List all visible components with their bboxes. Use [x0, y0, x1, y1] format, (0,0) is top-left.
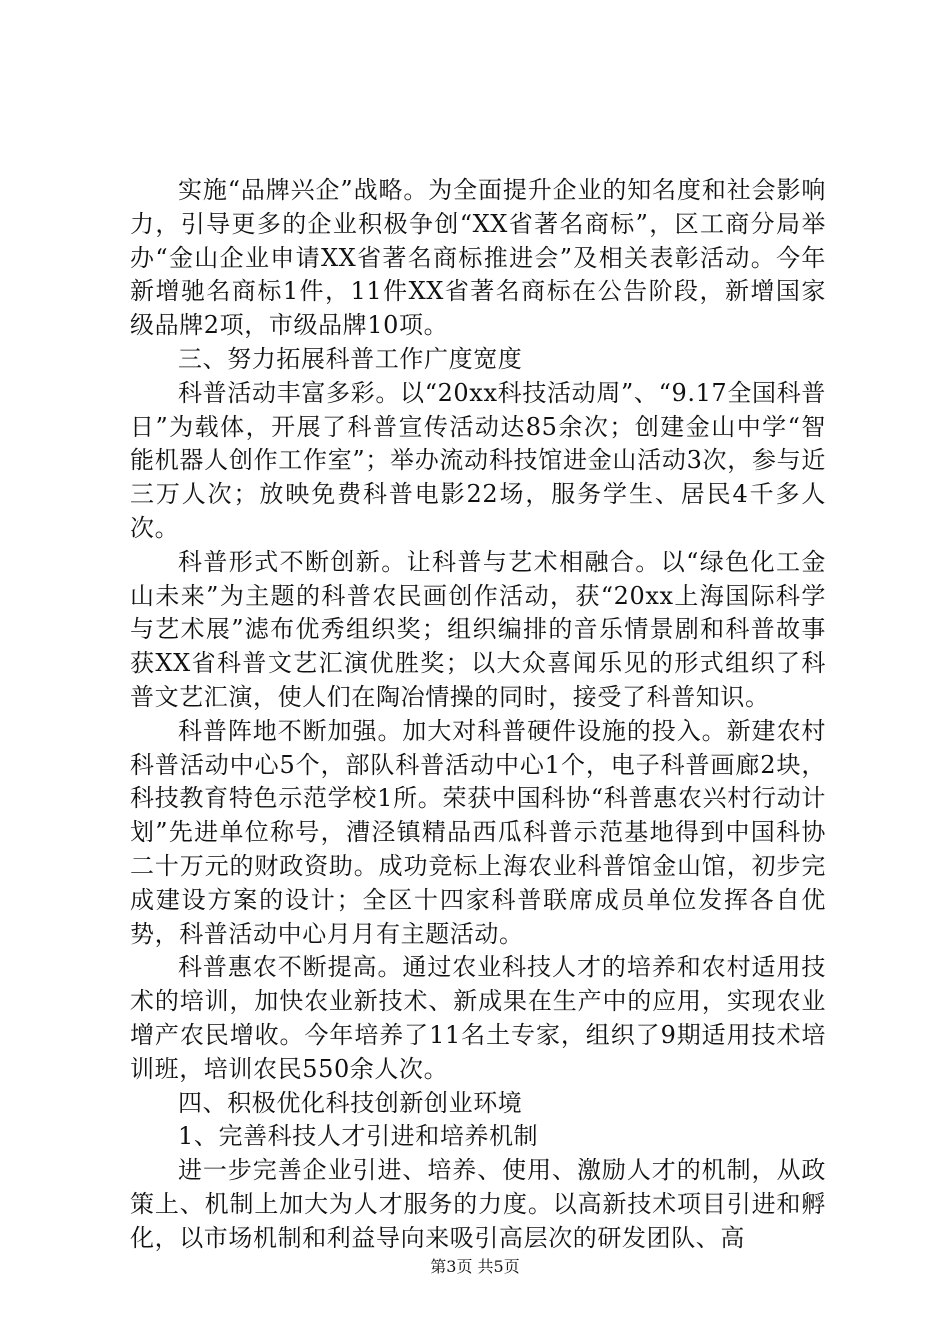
paragraph-talent-mechanism: 进一步完善企业引进、培养、使用、激励人才的机制，从政策上、机制上加大为人才服务的力度。以高新技术项目引进和孵化，以市场机制和利益导向来吸引高层次的研发团队、高 [130, 1156, 826, 1252]
paragraph-brand-strategy: 实施“品牌兴企”战略。为全面提升企业的知名度和社会影响力，引导更多的企业积极争创“XX省著名商标”，区工商分局举办“金山企业申请XX省著名商标推进会”及相关表彰活动。今年新增驰名商标1件，11件XX省著名商标在公告阶段，新增国家级品牌2项，市级品牌10项。 [130, 176, 826, 340]
subsection-heading-talent-mechanism: 1、完善科技人才引进和培养机制 [178, 1122, 539, 1151]
page-number-footer: 第3页 共5页 [430, 1257, 520, 1276]
section-heading-innovation-environment: 四、积极优化科技创新创业环境 [178, 1088, 523, 1117]
paragraph-science-activities: 科普活动丰富多彩。以“20xx科技活动周”、“9.17全国科普日”为载体，开展了科普宣传活动达85余次；创建金山中学“智能机器人创作工作室”；举办流动科技馆进金山活动3次，参与近三万人次；放映免费科普电影22场，服务学生、居民4千多人次。 [130, 378, 826, 542]
section-heading-science-popularization: 三、努力拓展科普工作广度宽度 [178, 344, 523, 373]
document-body [130, 174, 826, 1256]
paragraph-science-facilities: 科普阵地不断加强。加大对科普硬件设施的投入。新建农村科普活动中心5个，部队科普活动中心1个，电子科普画廊2块，科技教育特色示范学校1所。荣获中国科协“科普惠农兴村行动计划”先进单位称号，漕泾镇精品西瓜科普示范基地得到中国科协二十万元的财政资助。成功竞标上海农业科普馆金山馆，初步完成建设方案的设计；全区十四家科普联席成员单位发挥各自优势，科普活动中心月月有主题活动。 [130, 716, 826, 948]
paragraph-science-forms: 科普形式不断创新。让科普与艺术相融合。以“绿色化工金山未来”为主题的科普农民画创作活动，获“20xx上海国际科学与艺术展”滤布优秀组织奖；组织编排的音乐情景剧和科普故事获XX省科普文艺汇演优胜奖；以大众喜闻乐见的形式组织了科普文艺汇演，使人们在陶冶情操的同时，接受了科普知识。 [130, 547, 826, 711]
paragraph-science-agriculture: 科普惠农不断提高。通过农业科技人才的培养和农村适用技术的培训，加快农业新技术、新成果在生产中的应用，实现农业增产农民增收。今年培养了11名土专家，组织了9期适用技术培训班，培训农民550余人次。 [130, 953, 826, 1083]
